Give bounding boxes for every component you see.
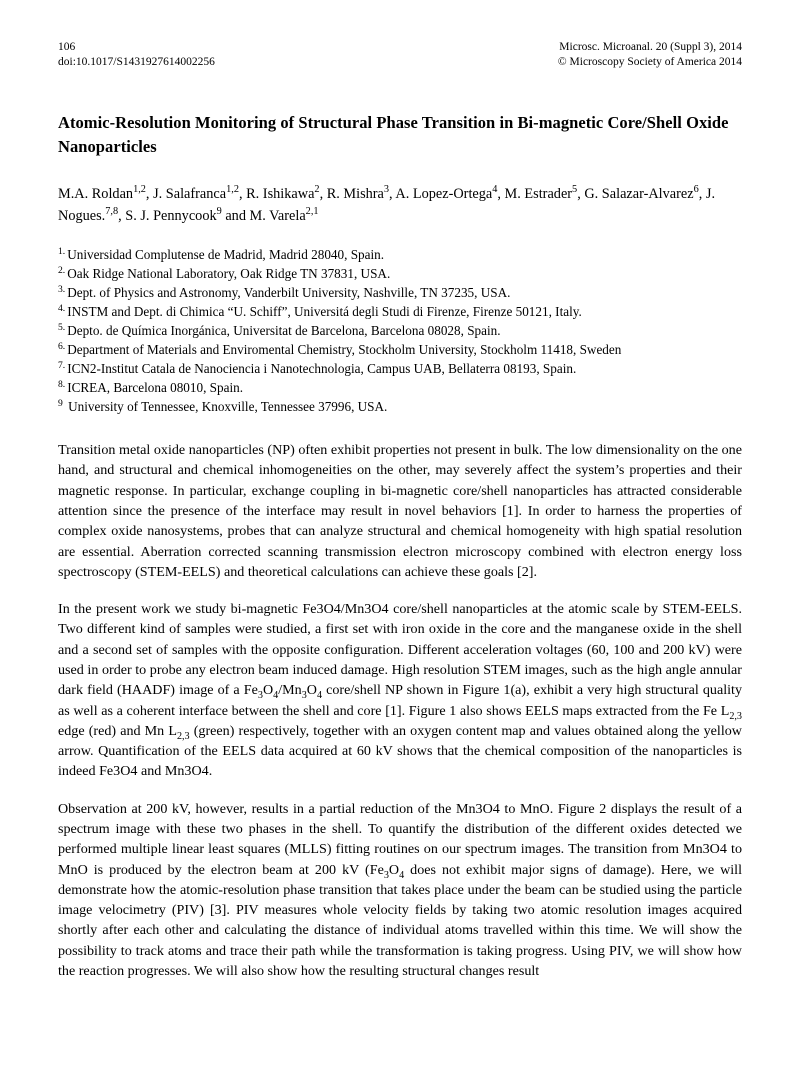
affiliation-text: ICN2-Institut Catala de Nanociencia i Nanotechnologia, Campus UAB, Bellaterra 08193, Spain. [67, 361, 577, 377]
affiliation-text: Dept. of Physics and Astronomy, Vanderbilt University, Nashville, TN 37235, USA. [67, 285, 511, 301]
para2-segment-b: core/shell NP shown in Figure 1(a), exhibit a very high structural quality as well as a coherent interface between the shell and core [1]. Figure 1 also shows EELS maps extracted from the Fe [58, 682, 742, 719]
affiliation-text: Depto. de Química Inorgánica, Universitat de Barcelona, Barcelona 08028, Spain. [67, 323, 501, 339]
page-content [58, 40, 742, 981]
affiliation-list [58, 245, 742, 416]
author-list [58, 184, 742, 227]
affiliation-text: ICREA, Barcelona 08010, Spain. [67, 380, 244, 396]
formula-l23-mn: $L_{2,3}$ [168, 722, 190, 742]
affiliation-item [58, 302, 742, 321]
header-right-block [558, 40, 742, 69]
affiliation-number: 3. [58, 283, 66, 295]
formula-l23-fe: $L_{2,3}$ [720, 702, 742, 722]
paragraph-abstract: Transition metal oxide nanoparticles (NP) often exhibit properties not present in bulk. The low dimensionality on the one hand, and structural and chemical inhomogeneities on the other, may severely affect the system’s properties and their magnetic response. In particular, exchange coupling in bi-magnetic core/shell nanoparticles has attracted considerable attention since the presence of the interface may result in novel behaviors [1]. In order to harness the properties of complex oxide nanosystems, probes that can analyze structural and chemical homogeneity with high spatial resolution are essential. Aberration corrected scanning transmission electron microscopy combined with electron energy loss spectroscopy (STEM-EELS) and theoretical calculations can achieve these goals [2]. [58, 442, 742, 580]
affiliation-item [58, 283, 742, 302]
affiliation-number: 5. [58, 321, 66, 333]
author-names: M.A. Roldan$^{1,2}$, J. Salafranca$^{1,2}$, R. Ishikawa$^2$, R. Mishra$^3$, A. Lopez-Ortega$^4$, M. Estrader$^5$, G. Salazar-Alvarez$^6$, J. Nogues.$^{7,8}$, S. J. Pennycook$^9$ and M. Varela$^{2,1}$ [58, 184, 716, 224]
affiliation-text: Universidad Complutense de Madrid, Madrid 28040, Spain. [67, 247, 385, 263]
journal-citation: Microsc. Microanal. 20 (Suppl 3), 2014 [559, 41, 742, 53]
page-header [58, 40, 742, 69]
affiliation-item [58, 340, 742, 359]
affiliation-number: 9 [58, 397, 63, 409]
paragraph-results [58, 799, 742, 982]
affiliation-text: Department of Materials and Enviromental Chemistry, Stockholm University, Stockholm 11418, Sweden [67, 342, 622, 358]
doi-text: doi:10.1017/S1431927614002256 [58, 55, 215, 68]
affiliation-number: 7. [58, 359, 66, 371]
affiliation-item [58, 359, 742, 378]
para2-segment-a: In the present work we study bi-magnetic Fe3O4/Mn3O4 core/shell nanoparticles at the atomic scale by STEM-EELS. Two different kind of samples were studied, a first set with iron oxide in the core and the manganese oxide in the shell and a second set of samples with the opposite configuration. Different acceleration voltages (60, 100 and 200 kV) were used in order to probe any electron beam induced damage. High resolution STEM images, such as the high angle annular dark field (HAADF) image of a [58, 601, 742, 699]
copyright-line: © Microscopy Society of America 2014 [557, 55, 742, 68]
affiliation-item [58, 378, 742, 397]
formula-fe3o4-mn3o4: $Fe_3O_4/Mn_3O_4$ [243, 682, 323, 702]
affiliation-item [58, 397, 742, 416]
page-title: Atomic-Resolution Monitoring of Structural Phase Transition in Bi-magnetic Core/Shell Oxide Nanoparticles [58, 113, 729, 156]
body-text [58, 440, 742, 981]
affiliation-number: 8. [58, 378, 66, 390]
header-left-block [58, 40, 215, 69]
para2-segment-c: edge (red) and Mn [58, 722, 169, 739]
affiliation-text: University of Tennessee, Knoxville, Tennessee 37996, USA. [64, 399, 388, 415]
para3-segment-a: Observation at 200 kV, however, results in a partial reduction of the Mn3O4 to MnO. Figure 2 displays the result of a spectrum image with these two phases in the shell. To quantify the distribution of the different oxides detected we performed multiple linear least squares (MLLS) fitting routines on our spectrum images. The transition from Mn3O4 to MnO is produced by the electron beam at 200 kV ( [58, 800, 742, 878]
affiliation-text: INSTM and Dept. di Chimica “U. Schiff”, Universitá degli Studi di Firenze, Firenze 50121, Italy. [67, 304, 582, 320]
affiliation-item [58, 321, 742, 340]
affiliation-number: 1. [58, 245, 66, 257]
affiliation-item [58, 245, 742, 264]
affiliation-number: 2. [58, 264, 66, 276]
formula-fe3o4: $Fe_3O_4$ [369, 861, 405, 881]
affiliation-number: 4. [58, 302, 66, 314]
affiliation-item [58, 264, 742, 283]
para3-segment-b: does not exhibit major signs of damage). Here, we will demonstrate how the atomic-resolution phase transition that takes place under the beam can be studied using the particle image velocimetry (PIV) [3]. PIV measures whole velocity fields by taking two atomic resolution images acquired shortly after each other and calculating the distance of individual atoms travelled within this time. We will show the possibility to track atoms and trace their path while the transformation is taking progress. Using PIV, we will show how the reaction progresses. We will also show how the resulting structural changes result [58, 861, 742, 979]
para2-segment-d: (green) respectively, together with an oxygen content map and values obtained along the yellow arrow. Quantification of the EELS data acquired at 60 kV shows that the chemical composition of the nanoparticles is indeed Fe3O4 and Mn3O4. [58, 722, 742, 780]
affiliation-text: Oak Ridge National Laboratory, Oak Ridge TN 37831, USA. [67, 266, 391, 282]
page-number: 106 [58, 41, 76, 53]
affiliation-number: 6. [58, 340, 66, 352]
paragraph-methods [58, 599, 742, 782]
